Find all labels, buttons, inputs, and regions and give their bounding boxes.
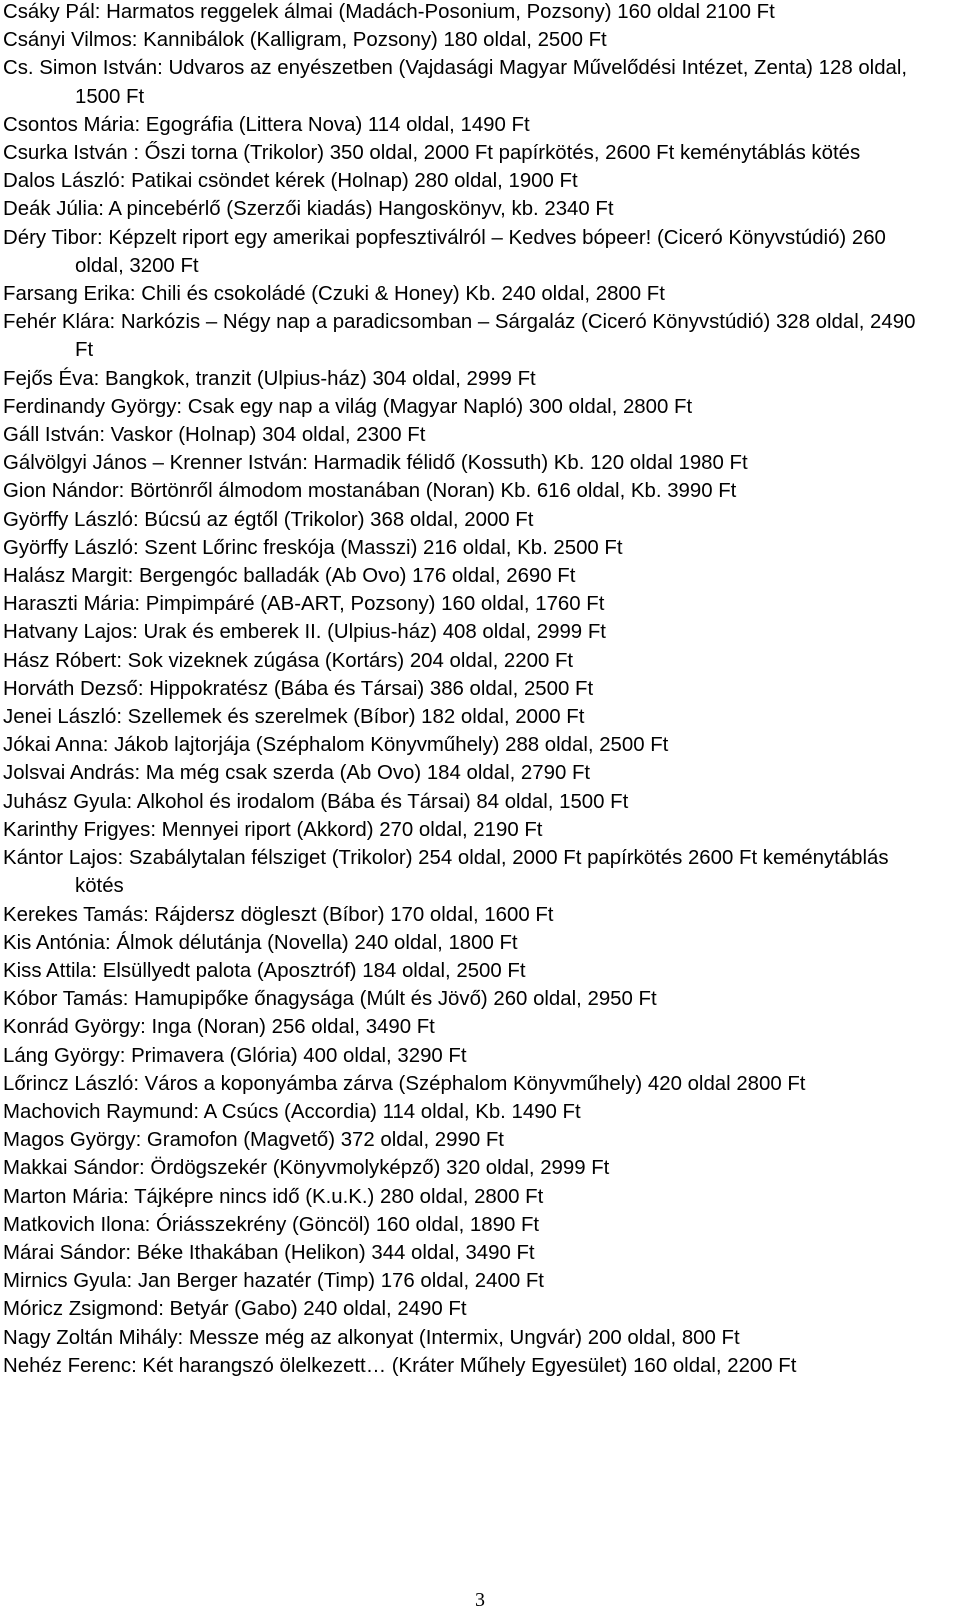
list-item: Matkovich Ilona: Óriásszekrény (Göncöl) 160 oldal, 1890 Ft [3, 1213, 540, 1236]
list-item: Jenei László: Szellemek és szerelmek (Bíbor) 182 oldal, 2000 Ft [3, 706, 585, 729]
list-item: Farsang Erika: Chili és csokoládé (Czuki & Honey) Kb. 240 oldal, 2800 Ft [3, 283, 665, 306]
list-item: Jókai Anna: Jákob lajtorjája (Széphalom Könyvműhely) 288 oldal, 2500 Ft [3, 734, 669, 757]
list-item: Nehéz Ferenc: Két harangszó ölelkezett… (Kráter Műhely Egyesület) 160 oldal, 2200 Ft [3, 1354, 797, 1377]
list-item: Csányi Vilmos: Kannibálok (Kalligram, Pozsony) 180 oldal, 2500 Ft [3, 29, 607, 52]
list-item: Móricz Zsigmond: Betyár (Gabo) 240 oldal, 2490 Ft [3, 1298, 467, 1321]
list-item: Láng György: Primavera (Glória) 400 oldal, 3290 Ft [3, 1044, 467, 1067]
list-item: Gion Nándor: Börtönről álmodom mostanában (Noran) Kb. 616 oldal, Kb. 3990 Ft [3, 480, 737, 503]
list-item: Györffy László: Szent Lőrinc freskója (Masszi) 216 oldal, Kb. 2500 Ft [3, 536, 623, 559]
list-item: Györffy László: Búcsú az égtől (Trikolor) 368 oldal, 2000 Ft [3, 508, 534, 531]
list-item: Dalos László: Patikai csöndet kérek (Holnap) 280 oldal, 1900 Ft [3, 170, 578, 193]
list-item: Kántor Lajos: Szabálytalan félsziget (Trikolor) 254 oldal, 2000 Ft papírkötés 2600 Ft keménytáblás kötés [3, 847, 889, 898]
list-item: Kerekes Tamás: Rájdersz dögleszt (Bíbor) 170 oldal, 1600 Ft [3, 903, 554, 926]
list-item: Konrád György: Inga (Noran) 256 oldal, 3490 Ft [3, 1016, 435, 1039]
list-item: Csáky Pál: Harmatos reggelek álmai (Madách-Posonium, Pozsony) 160 oldal 2100 Ft [3, 1, 775, 23]
list-item: Deák Júlia: A pincebérlő (Szerzői kiadás) Hangoskönyv, kb. 2340 Ft [3, 198, 614, 221]
list-item: Csurka István : Őszi torna (Trikolor) 350 oldal, 2000 Ft papírkötés, 2600 Ft keménytáblás kötés [3, 142, 861, 165]
list-item: Hatvany Lajos: Urak és emberek II. (Ulpius-ház) 408 oldal, 2999 Ft [3, 621, 606, 644]
list-item: Gálvölgyi János – Krenner István: Harmadik félidő (Kossuth) Kb. 120 oldal 1980 Ft [3, 452, 748, 475]
list-item: Jolsvai András: Ma még csak szerda (Ab Ovo) 184 oldal, 2790 Ft [3, 762, 591, 785]
list-item: Hász Róbert: Sok vizeknek zúgása (Kortárs) 204 oldal, 2200 Ft [3, 649, 574, 672]
list-item: Fehér Klára: Narkózis – Négy nap a paradicsomban – Sárgaláz (Ciceró Könyvstúdió) 328 oldal, 2490 Ft [3, 311, 916, 362]
list-item: Cs. Simon István: Udvaros az enyészetben (Vajdasági Magyar Művelődési Intézet, Zenta) 128 oldal, 1500 Ft [3, 57, 908, 108]
page-number: 3 [475, 1589, 485, 1611]
book-list [3, 0, 939, 1380]
list-item: Marton Mária: Tájképre nincs idő (K.u.K.) 280 oldal, 2800 Ft [3, 1185, 544, 1208]
list-item: Halász Margit: Bergengóc balladák (Ab Ovo) 176 oldal, 2690 Ft [3, 565, 576, 588]
list-item: Csontos Mária: Egográfia (Littera Nova) 114 oldal, 1490 Ft [3, 113, 530, 136]
list-item: Déry Tibor: Képzelt riport egy amerikai popfesztiválról – Kedves bópeer! (Ciceró Könyvstúdió) 260 oldal, 3200 Ft [3, 226, 886, 277]
list-item: Horváth Dezső: Hippokratész (Bába és Társai) 386 oldal, 2500 Ft [3, 677, 594, 700]
list-item: Lőrincz László: Város a koponyámba zárva (Széphalom Könyvműhely) 420 oldal 2800 Ft [3, 1072, 806, 1095]
list-item: Magos György: Gramofon (Magvető) 372 oldal, 2990 Ft [3, 1129, 504, 1152]
list-item: Kiss Attila: Elsüllyedt palota (Aposztróf) 184 oldal, 2500 Ft [3, 959, 526, 982]
list-item: Mirnics Gyula: Jan Berger hazatér (Timp) 176 oldal, 2400 Ft [3, 1270, 544, 1293]
list-item: Machovich Raymund: A Csúcs (Accordia) 114 oldal, Kb. 1490 Ft [3, 1100, 581, 1123]
list-item: Ferdinandy György: Csak egy nap a világ (Magyar Napló) 300 oldal, 2800 Ft [3, 395, 693, 418]
list-item: Kis Antónia: Álmok délutánja (Novella) 240 oldal, 1800 Ft [3, 931, 518, 954]
list-item: Gáll István: Vaskor (Holnap) 304 oldal, 2300 Ft [3, 424, 426, 447]
list-item: Makkai Sándor: Ördögszekér (Könyvmolyképző) 320 oldal, 2999 Ft [3, 1157, 610, 1180]
list-item: Márai Sándor: Béke Ithakában (Helikon) 344 oldal, 3490 Ft [3, 1241, 535, 1264]
list-item: Karinthy Frigyes: Mennyei riport (Akkord) 270 oldal, 2190 Ft [3, 818, 543, 841]
list-item: Nagy Zoltán Mihály: Messze még az alkonyat (Intermix, Ungvár) 200 oldal, 800 Ft [3, 1326, 740, 1349]
list-item: Juhász Gyula: Alkohol és irodalom (Bába és Társai) 84 oldal, 1500 Ft [3, 790, 629, 813]
list-item: Fejős Éva: Bangkok, tranzit (Ulpius-ház) 304 oldal, 2999 Ft [3, 367, 536, 390]
list-item: Haraszti Mária: Pimpimpáré (AB-ART, Pozsony) 160 oldal, 1760 Ft [3, 593, 605, 616]
list-item: Kóbor Tamás: Hamupipőke őnagysága (Múlt és Jövő) 260 oldal, 2950 Ft [3, 988, 657, 1011]
